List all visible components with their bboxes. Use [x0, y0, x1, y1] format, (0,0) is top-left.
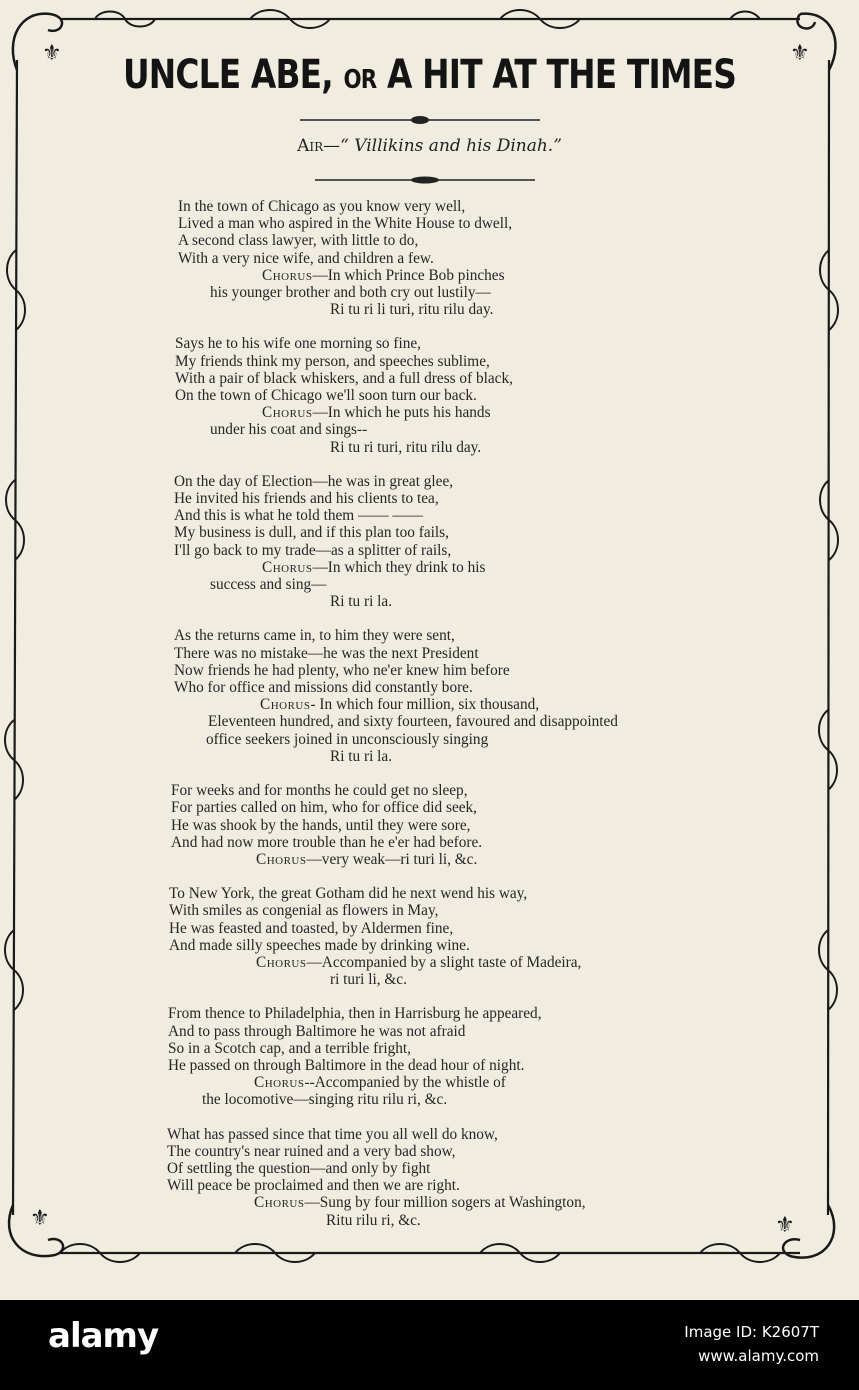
title-part-2: A HIT AT THE TIMES [387, 52, 737, 98]
verse-line: My friends think my person, and speeches sublime, [175, 352, 490, 370]
chorus-line-first [0, 1074, 859, 1091]
air-rule-divider [315, 173, 535, 187]
title-rule-divider [300, 113, 540, 127]
verse-line: My business is dull, and if this plan too fails, [174, 524, 449, 542]
chorus-line: under his coat and sings-- [210, 421, 368, 439]
verse-line: In the town of Chicago as you know very well, [178, 198, 466, 215]
chorus-line: Eleventeen hundred, and sixty fourteen, favoured and disappointed [208, 713, 618, 731]
chorus-label: Chorus [260, 696, 311, 714]
stanza [0, 627, 859, 765]
stanza [0, 473, 859, 611]
verse-line: And had now more trouble than he e'er had before. [171, 833, 483, 851]
air-tune: “ Villikins and his Dinah.” [340, 136, 562, 156]
stanza [0, 335, 859, 455]
chorus-label: Chorus [256, 850, 307, 868]
chorus-text: —Accompanied by a slight taste of Madeira, [306, 953, 582, 971]
chorus-text: —very weak—ri turi li, &c. [306, 850, 478, 868]
chorus-line: the locomotive—singing ritu rilu ri, &c. [202, 1091, 448, 1109]
stanza [0, 782, 859, 868]
stanza [0, 198, 859, 318]
chorus-line-first [0, 559, 859, 576]
chorus-line-first [0, 696, 859, 713]
chorus-line-first [0, 267, 859, 284]
verse-line: And this is what he told them —— —— [174, 507, 423, 525]
air-label: Air [297, 136, 324, 156]
watermark-image-id: Image ID: K2607T [684, 1323, 819, 1341]
verse-line: He passed on through Baltimore in the dead hour of night. [168, 1056, 525, 1074]
chorus-label: Chorus [262, 266, 313, 284]
chorus-line: Ri tu ri turi, ritu rilu day. [330, 438, 482, 456]
verse-line: A second class lawyer, with little to do, [178, 232, 419, 250]
chorus-text: —In which he puts his hands [312, 404, 491, 422]
chorus-line-first [0, 404, 859, 421]
tune-line [0, 136, 859, 156]
verse-line: He invited his friends and his clients to tea, [174, 490, 439, 508]
svg-text:⚜: ⚜ [775, 1213, 795, 1238]
chorus-label: Chorus [262, 404, 313, 422]
verse-line: For weeks and for months he could get no sleep, [171, 782, 468, 800]
verse-line: I'll go back to my trade—as a splitter of rails, [174, 541, 452, 559]
verse-line: Of settling the question—and only by fight [167, 1159, 431, 1177]
verse-line: Lived a man who aspired in the White House to dwell, [178, 215, 513, 233]
chorus-label: Chorus [254, 1194, 305, 1212]
verse-line: As the returns came in, to him they were sent, [174, 627, 455, 645]
chorus-line: success and sing— [210, 576, 327, 594]
svg-text:⚜: ⚜ [42, 41, 62, 66]
watermark-site: www.alamy.com [698, 1347, 819, 1365]
verse-line: Who for office and missions did constantly bore. [174, 679, 473, 697]
chorus-line: Ri tu ri li turi, ritu rilu day. [330, 301, 494, 319]
verse-line: Now friends he had plenty, who ne'er knew him before [174, 661, 510, 679]
chorus-text: —In which Prince Bob pinches [312, 266, 505, 284]
title-connector: OR [343, 65, 377, 95]
verse-line: Will peace be proclaimed and then we are right. [167, 1177, 460, 1195]
chorus-line: Ritu rilu ri, &c. [326, 1211, 421, 1229]
chorus-label: Chorus [262, 558, 313, 576]
chorus-text: —In which they drink to his [312, 558, 486, 576]
chorus-line: Ri tu ri la. [330, 593, 393, 611]
verse-line: Says he to his wife one morning so fine, [175, 335, 421, 353]
verse-line: With smiles as congenial as flowers in May, [169, 902, 439, 920]
verse-line: So in a Scotch cap, and a terrible fright, [168, 1039, 411, 1057]
chorus-line: ri turi li, &c. [330, 971, 407, 989]
chorus-text: --Accompanied by the whistle of [304, 1074, 506, 1092]
air-dash: — [323, 136, 341, 156]
verse-line: The country's near ruined and a very bad show, [167, 1142, 456, 1160]
chorus-text: —Sung by four million sogers at Washington, [304, 1194, 586, 1212]
chorus-line-first [0, 954, 859, 971]
watermark-brand: alamy [48, 1316, 159, 1356]
verse-line: From thence to Philadelphia, then in Harrisburg he appeared, [168, 1005, 542, 1023]
stanza [0, 1126, 859, 1229]
song-verses [0, 198, 859, 1246]
stanza [0, 885, 859, 988]
verse-line: And to pass through Baltimore he was not afraid [168, 1022, 466, 1040]
verse-line: What has passed since that time you all well do know, [167, 1125, 498, 1143]
chorus-line: Ri tu ri la. [330, 747, 393, 765]
verse-line: And made silly speeches made by drinking wine. [169, 936, 470, 954]
chorus-line: his younger brother and both cry out lustily— [210, 284, 491, 302]
verse-line: To New York, the great Gotham did he next wend his way, [169, 885, 528, 903]
stanza [0, 1005, 859, 1108]
watermark-info [684, 1320, 819, 1368]
verse-line: He was feasted and toasted, by Aldermen fine, [169, 919, 454, 937]
chorus-label: Chorus [254, 1074, 305, 1092]
chorus-line-first [0, 851, 859, 868]
verse-line: With a very nice wife, and children a few. [178, 249, 434, 267]
svg-text:⚜: ⚜ [30, 1206, 50, 1231]
verse-line: For parties called on him, who for office did seek, [171, 799, 477, 817]
chorus-text: - In which four million, six thousand, [310, 696, 540, 714]
verse-line: He was shook by the hands, until they were sore, [171, 816, 471, 834]
chorus-line-first [0, 1194, 859, 1211]
svg-text:⚜: ⚜ [790, 41, 810, 66]
title-part-1: UNCLE ABE, [122, 52, 333, 98]
verse-line: On the day of Election—he was in great glee, [174, 472, 454, 490]
verse-line: With a pair of black whiskers, and a full dress of black, [175, 369, 513, 387]
chorus-line: office seekers joined in unconsciously singing [206, 730, 489, 748]
page-title [110, 52, 749, 98]
verse-line: There was no mistake—he was the next President [174, 644, 479, 662]
chorus-label: Chorus [256, 953, 307, 971]
verse-line: On the town of Chicago we'll soon turn our back. [175, 387, 477, 405]
